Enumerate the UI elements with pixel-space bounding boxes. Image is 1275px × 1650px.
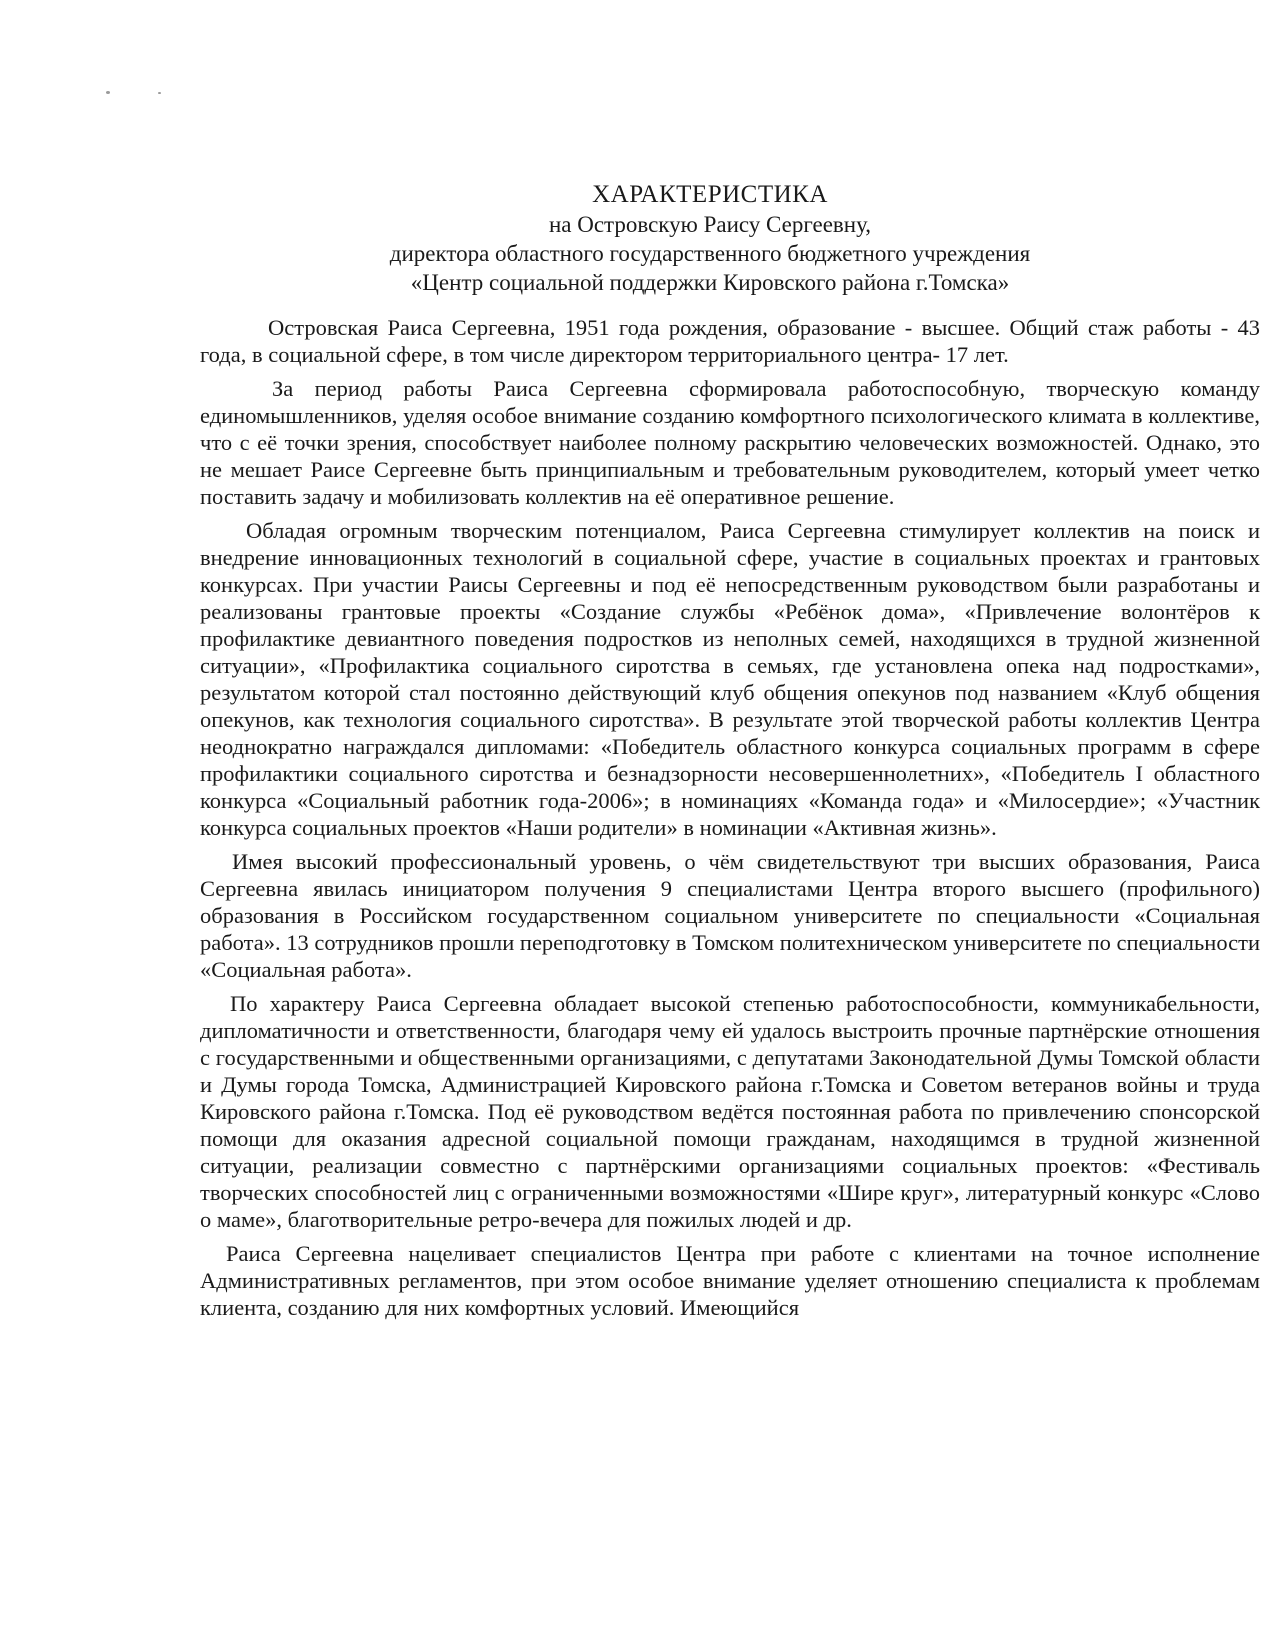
paragraph-biography: Островская Раиса Сергеевна, 1951 года рождения, образование - высшее. Общий стаж работы - 43 года, в социальной сфере, в том числе директором территориального центра- 17 лет. [200, 315, 1260, 367]
header-organization: «Центр социальной поддержки Кировского района г.Томска» [410, 270, 1010, 295]
header-subject: на Островскую Раису Сергеевну, [548, 212, 872, 237]
paragraph-regulations: Раиса Сергеевна нацеливает специалистов Центра при работе с клиентами на точное исполнение Административных регламентов, при этом особое внимание уделяет отношению специалиста к проблемам клиента, созданию для них комфортных условий. Имеющийся [200, 1241, 1260, 1320]
paragraph-projects: Обладая огромным творческим потенциалом, Раиса Сергеевна стимулирует коллектив на поиск и внедрение инновационных технологий в социальной сфере, участие в социальных проектах и грантовых конкурсах. При участии Раисы Сергеевны и под её непосредственным руководством были разработаны и реализованы грантовые проекты «Создание службы «Ребёнок дома», «Привлечение волонтёров к профилактике девиантного поведения подростков из неполных семей, находящихся в трудной жизненной ситуации», «Профилактика социального сиротства в семьях, где установлена опека над подростками», результатом которой стал постоянно действующий клуб общения опекунов под названием «Клуб общения опекунов, как технология социального сиротства». В результате этой творческой работы коллектив Центра неоднократно награждался дипломами: «Победитель областного конкурса социальных программ в сфере профилактики социального сиротства и безнадзорности несовершеннолетних», «Победитель I областного конкурса «Социальный работник года-2006»; в номинациях «Команда года» и «Милосердие»; «Участник конкурса социальных проектов «Наши родители» в номинации «Активная жизнь». [200, 518, 1260, 840]
paragraph-team: За период работы Раиса Сергеевна сформировала работоспособную, творческую команду единомышленников, уделяя особое внимание созданию комфортного психологического климата в коллективе, что с её точки зрения, способствует наиболее полному раскрытию человеческих возможностей. Однако, это не мешает Раисе Сергеевне быть принципиальным и требовательным руководителем, который умеет четко поставить задачу и мобилизовать коллектив на её оперативное решение. [200, 376, 1260, 509]
paragraph-education: Имея высокий профессиональный уровень, о чём свидетельствуют три высших образования, Раиса Сергеевна явилась инициатором получения 9 специалистами Центра второго высшего (профильного) образования в Российском государственном социальном университете по специальности «Социальная работа». 13 сотрудников прошли переподготовку в Томском политехническом университете по специальности «Социальная работа». [200, 849, 1260, 982]
scan-specks [100, 88, 180, 100]
document-title: ХАРАКТЕРИСТИКА [592, 181, 828, 208]
document-header [240, 180, 1180, 297]
document-body [200, 314, 1260, 1321]
paragraph-character: По характеру Раиса Сергеевна обладает высокой степенью работоспособности, коммуникабельности, дипломатичности и ответственности, благодаря чему ей удалось выстроить прочные партнёрские отношения с государственными и общественными организациями, с депутатами Законодательной Думы Томской области и Думы города Томска, Администрацией Кировского района г.Томска и Советом ветеранов войны и труда Кировского района г.Томска. Под её руководством ведётся постоянная работа по привлечению спонсорской помощи для оказания адресной социальной помощи гражданам, находящимся в трудной жизненной ситуации, реализации совместно с партнёрскими организациями социальных проектов: «Фестиваль творческих способностей лиц с ограниченными возможностями «Шире круг», литературный конкурс «Слово о маме», благотворительные ретро-вечера для пожилых людей и др. [200, 991, 1260, 1232]
header-position: директора областного государственного бюджетного учреждения [389, 241, 1031, 266]
document-page [200, 180, 1275, 1328]
